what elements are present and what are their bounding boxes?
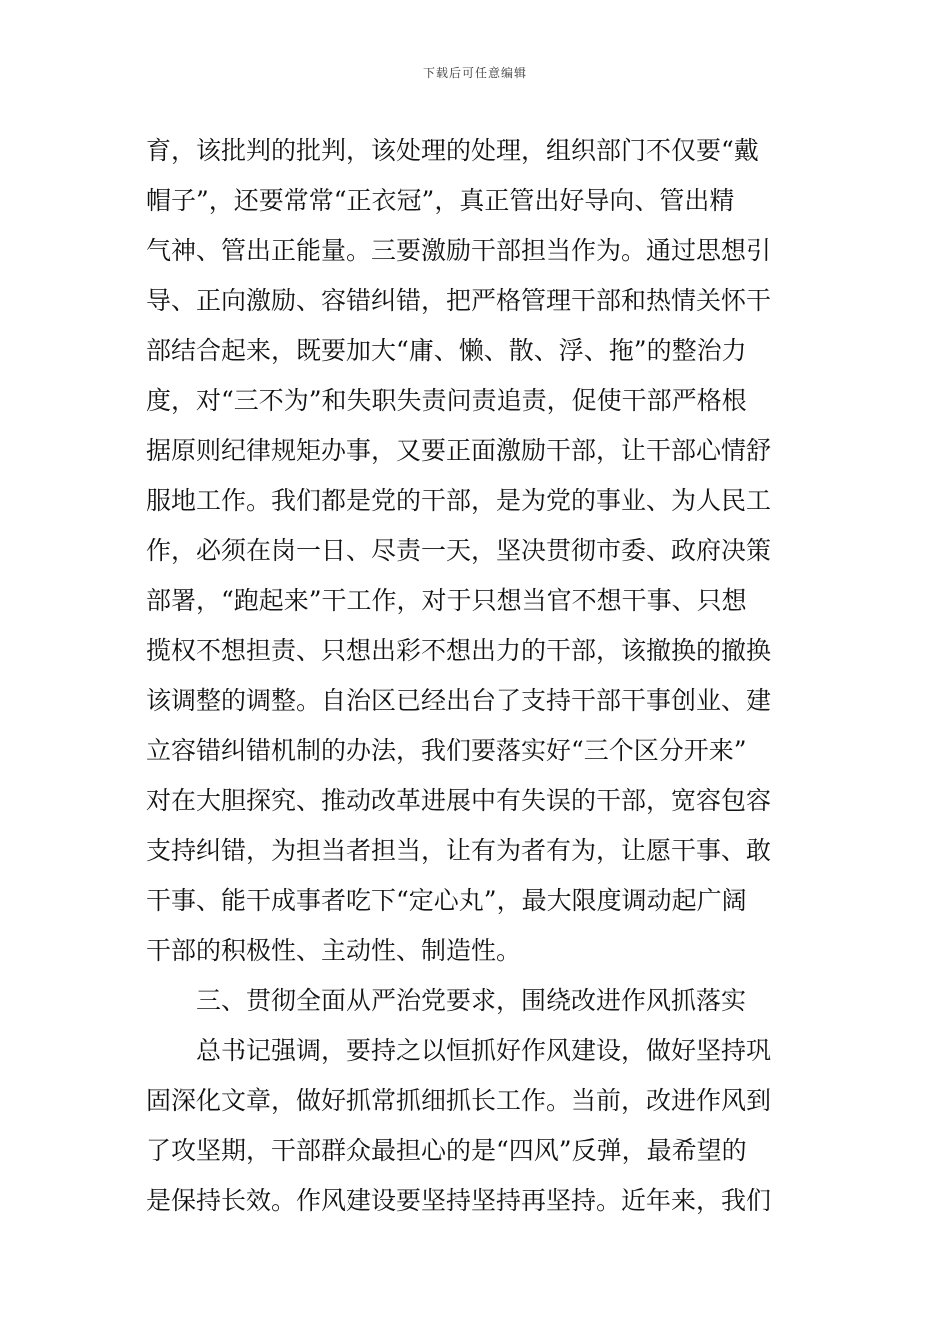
section-heading: 三、贯彻全面从严治党要求，围绕改进作风抓落实: [196, 986, 747, 1015]
text-line-17: 干部的积极性、主动性、制造性。: [146, 936, 522, 965]
document-body: [146, 126, 806, 1226]
text-line-21: 了攻坚期，干部群众最担心的是“四风”反弹，最希望的: [146, 1136, 747, 1165]
text-line-16: 干事、能干成事者吃下“定心丸”，最大限度调动起广阔: [146, 886, 747, 915]
text-line-20: 固深化文章，做好抓常抓细抓长工作。当前，改进作风到: [146, 1086, 772, 1115]
text-line-8: 服地工作。我们都是党的干部，是为党的事业、为人民工: [146, 486, 772, 515]
text-line-11: 揽权不想担责、只想出彩不想出力的干部，该撤换的撤换: [146, 636, 772, 665]
text-line-22: 是保持长效。作风建设要坚持坚持再坚持。近年来，我们: [146, 1186, 772, 1215]
text-line-10: 部署，“跑起来”干工作，对于只想当官不想干事、只想: [146, 586, 747, 615]
text-line-6: 度，对“三不为”和失职失责问责追责，促使干部严格根: [146, 386, 747, 415]
text-line-2: 帽子”，还要常常“正衣冠”，真正管出好导向、管出精: [146, 186, 735, 215]
text-line-3: 气神、管出正能量。三要激励干部担当作为。通过思想引: [146, 236, 772, 265]
text-line-13: 立容错纠错机制的办法，我们要落实好“三个区分开来”: [146, 736, 747, 765]
text-line-15: 支持纠错，为担当者担当，让有为者有为，让愿干事、敢: [146, 836, 772, 865]
text-line-14: 对在大胆探究、推动改革进展中有失误的干部，宽容包容: [146, 786, 772, 815]
text-line-1: 育，该批判的批判，该处理的处理，组织部门不仅要“戴: [146, 136, 759, 165]
text-line-4: 导、正向激励、容错纠错，把严格管理干部和热情关怀干: [146, 286, 772, 315]
text-line-19: 总书记强调，要持之以恒抓好作风建设，做好坚持巩: [196, 1036, 772, 1065]
text-line-5: 部结合起来，既要加大“庸、懒、散、浮、拖”的整治力: [146, 336, 747, 365]
text-line-9: 作，必须在岗一日、尽责一天，坚决贯彻市委、政府决策: [146, 536, 772, 565]
page-header: 下载后可任意编辑: [422, 66, 527, 80]
text-line-12: 该调整的调整。自治区已经出台了支持干部干事创业、建: [146, 686, 772, 715]
text-line-7: 据原则纪律规矩办事，又要正面激励干部，让干部心情舒: [146, 436, 772, 465]
